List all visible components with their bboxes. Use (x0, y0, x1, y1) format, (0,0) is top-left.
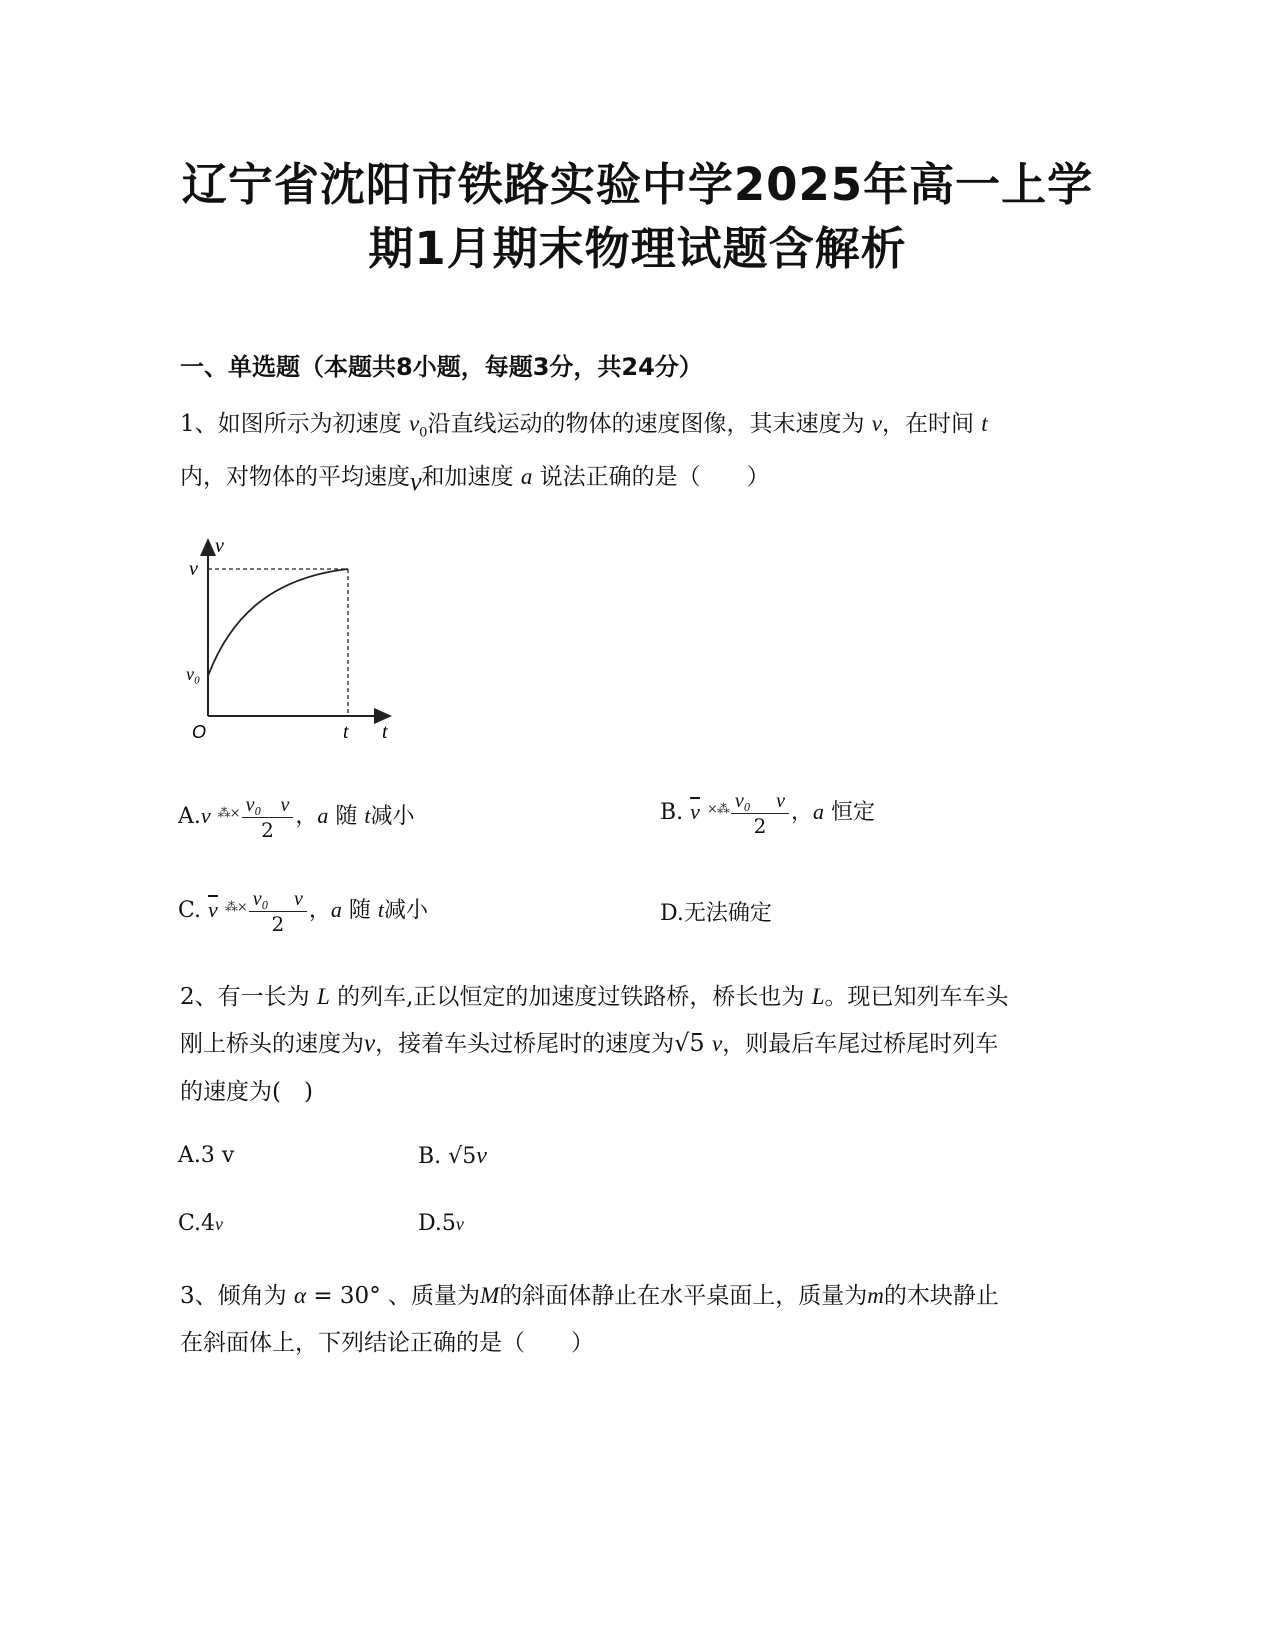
q2-L: L (316, 984, 330, 1009)
option-lhs: $\overline{v}$ (208, 897, 218, 922)
den: 2 (271, 912, 285, 936)
q1-vbar: v (410, 467, 422, 496)
option-text: 减小 (370, 804, 415, 829)
q3-alpha: α (293, 1283, 307, 1308)
q2-option-d[interactable] (418, 1211, 464, 1236)
q1-t: t (981, 411, 988, 436)
q3-M: M (480, 1283, 500, 1308)
q1-text: 内，对物体的平均速度 (180, 464, 410, 490)
q2-line2 (180, 1025, 998, 1058)
comma: ， (791, 800, 814, 825)
option-text: 恒定 (831, 800, 876, 825)
q2-option-a[interactable] (178, 1143, 234, 1168)
q1-text: 和加速度 (421, 464, 514, 490)
t-sym: t (364, 803, 371, 828)
q3-m: m (867, 1283, 884, 1308)
t-sym: t (377, 897, 385, 922)
velocity-time-graph (180, 528, 410, 748)
q1-v: v (871, 411, 882, 436)
q2-L: L (811, 984, 825, 1009)
garbled-symbol: ×⁂ (706, 802, 729, 817)
y-axis-label: v (215, 535, 224, 557)
q1-text: 1、如图所示为初速度 (180, 411, 402, 437)
q1-option-c[interactable] (178, 886, 428, 936)
q1-option-b[interactable] (660, 788, 875, 838)
q2-option-c[interactable] (178, 1211, 223, 1236)
q3-line2: 在斜面体上，下列结论正确的是（ ） (180, 1330, 594, 1356)
velocity-curve (208, 569, 348, 676)
q2-text: 的列车,正以恒定的加速度过铁路桥，桥长也为 (337, 984, 805, 1010)
option-text: 4 (201, 1211, 216, 1236)
v0-label: v₀ (186, 664, 201, 684)
option-letter: A. (178, 1143, 201, 1168)
q1-option-d[interactable] (660, 896, 772, 927)
q2-line3: 的速度为( ) (180, 1079, 313, 1105)
fraction (242, 792, 294, 842)
num-v0: v₀ (245, 794, 262, 816)
sqrt5: √5 (448, 1144, 477, 1169)
doc-title-line2: 期1月期末物理试题含解析 (368, 222, 907, 275)
num-v: v (294, 888, 303, 910)
v-sym: v (215, 1214, 224, 1234)
a-sym: a (317, 803, 329, 828)
q3-text: = 30° (313, 1283, 381, 1309)
option-letter: D. (660, 901, 684, 926)
q2-sqrt5: √5 (674, 1029, 705, 1057)
num-v0: v₀ (734, 790, 751, 812)
t-label: t (343, 721, 349, 743)
comma: ， (295, 804, 318, 829)
q2-v: v (364, 1030, 376, 1057)
den: 2 (261, 818, 274, 842)
q2-text: ，接着车头过桥尾时的速度为 (375, 1031, 675, 1057)
v-label: v (189, 558, 198, 580)
q3-text: 3、倾角为 (180, 1283, 287, 1309)
q2-line1 (180, 978, 1008, 1011)
q3-text: 、质量为 (388, 1283, 481, 1309)
option-text: 5 (441, 1211, 456, 1236)
option-lhs: $\overline{v}$ (690, 799, 700, 824)
q2-option-b[interactable] (418, 1143, 487, 1170)
option-letter: B. (418, 1144, 442, 1169)
a-sym: a (330, 897, 342, 922)
a-sym: a (813, 799, 825, 824)
q3-line1 (180, 1277, 999, 1310)
q1-text: 说法正确的是（ ） (539, 464, 770, 490)
q1-a: a (520, 464, 533, 489)
option-letter: C. (178, 898, 202, 923)
option-text: 随 (348, 898, 371, 923)
q3-text: 的木块静止 (883, 1283, 999, 1309)
fraction (249, 886, 307, 936)
q2-v: v (711, 1031, 723, 1056)
num-v: v (280, 794, 290, 816)
garbled-symbol: ⁂× (217, 806, 240, 821)
q1-option-a[interactable] (178, 792, 415, 842)
num-v0: v₀ (252, 888, 269, 910)
q1-line2 (180, 458, 770, 497)
q1-v0: v (408, 411, 420, 436)
option-lhs: v (200, 803, 211, 828)
option-letter: A. (178, 804, 201, 829)
origin-label: O (192, 722, 207, 742)
option-text: 随 (335, 804, 358, 829)
q2-text: 2、有一长为 (180, 984, 310, 1010)
q1-text: ，在时间 (881, 411, 974, 437)
option-text: 3 v (200, 1143, 235, 1168)
option-letter: C. (178, 1211, 202, 1236)
x-axis-label: t (382, 721, 388, 743)
q1-text: 沿直线运动的物体的速度图像，其末速度为 (427, 411, 865, 437)
q3-text: 的斜面体静止在水平桌面上，质量为 (499, 1283, 868, 1309)
q1-line1 (180, 405, 988, 441)
section-heading: 一、单选题（本题共8小题，每题3分，共24分） (180, 353, 703, 381)
doc-title-line1: 辽宁省沈阳市铁路实验中学2025年高一上学 (181, 158, 1094, 211)
v-sym: v (455, 1214, 464, 1234)
fraction (731, 788, 789, 838)
option-text: 无法确定 (683, 901, 772, 926)
q2-text: 。现已知列车车头 (824, 984, 1009, 1010)
comma: ， (308, 898, 331, 923)
num-v: v (776, 790, 786, 812)
v-sym: v (476, 1143, 487, 1169)
garbled-symbol: ⁂× (224, 900, 247, 915)
q2-text: 刚上桥头的速度为 (180, 1031, 364, 1057)
den: 2 (753, 814, 767, 838)
q2-text: ，则最后车尾过桥尾时列车 (722, 1031, 999, 1057)
option-text: 减小 (384, 898, 429, 923)
option-letter: B. (660, 800, 684, 825)
option-letter: D. (418, 1211, 442, 1236)
q1-v0-sub: 0 (419, 425, 428, 441)
